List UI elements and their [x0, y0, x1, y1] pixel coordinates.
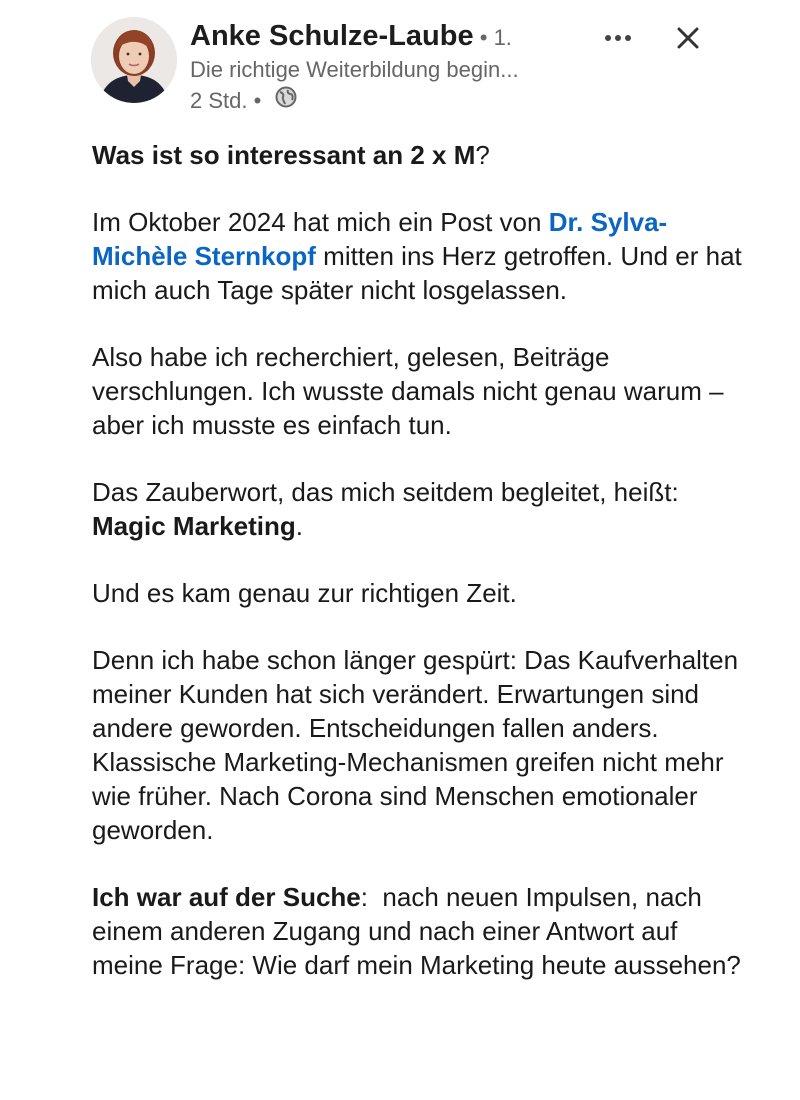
post-paragraph: Also habe ich recherchiert, gelesen, Beiträge verschlungen. Ich wusste damals nicht genau warum – aber ich musste es einfach tun. [92, 342, 724, 440]
post-heading: Was ist so interessant an 2 x M [92, 140, 476, 170]
post-paragraph: Im Oktober 2024 hat mich ein Post von Dr. Sylva-Michèle Sternkopf mitten ins Herz getroffen. Und er hat mich auch Tage später nicht losgelassen. [92, 207, 742, 305]
author-headline: Die richtige Weiterbildung begin... [190, 57, 519, 82]
profile-photo [91, 17, 177, 103]
globe-icon [275, 86, 297, 116]
author-avatar[interactable] [91, 17, 177, 103]
bold-keyword: Magic Marketing [92, 511, 296, 541]
post-body [92, 138, 752, 1015]
post-meta [190, 86, 297, 116]
post-time: 2 Std. [190, 88, 248, 113]
connection-degree: 1. [493, 25, 512, 50]
post-paragraph: Und es kam genau zur richtigen Zeit. [92, 578, 517, 608]
meta-separator: • [247, 88, 268, 113]
more-dots-icon [604, 34, 632, 42]
post-paragraph: Was ist so interessant an 2 x M? [92, 140, 490, 170]
post-paragraph: Denn ich habe schon länger gespürt: Das Kaufverhalten meiner Kunden hat sich verändert. Erwartungen sind andere geworden. Entscheidungen fallen anders. Klassische Marketing-Mechanismen greifen nicht mehr wie früher. Nach Corona sind Menschen emotionaler geworden. [92, 645, 739, 845]
author-name[interactable]: Anke Schulze-Laube [190, 20, 474, 52]
post-header [0, 0, 800, 130]
mention-link[interactable]: Dr. Sylva-Michèle Sternkopf [92, 207, 668, 271]
more-options-button[interactable] [600, 20, 636, 56]
connection-separator: • [473, 25, 494, 50]
post-paragraph: Ich war auf der Suche: nach neuen Impulsen, nach einem anderen Zugang und nach einer Antwort auf meine Frage: Wie darf mein Marketing heute aussehen? [92, 882, 741, 980]
close-icon [676, 26, 700, 50]
close-button[interactable] [668, 18, 708, 58]
post-paragraph: Das Zauberwort, das mich seitdem begleitet, heißt: Magic Marketing. [92, 477, 679, 541]
bold-phrase: Ich war auf der Suche [92, 882, 361, 912]
